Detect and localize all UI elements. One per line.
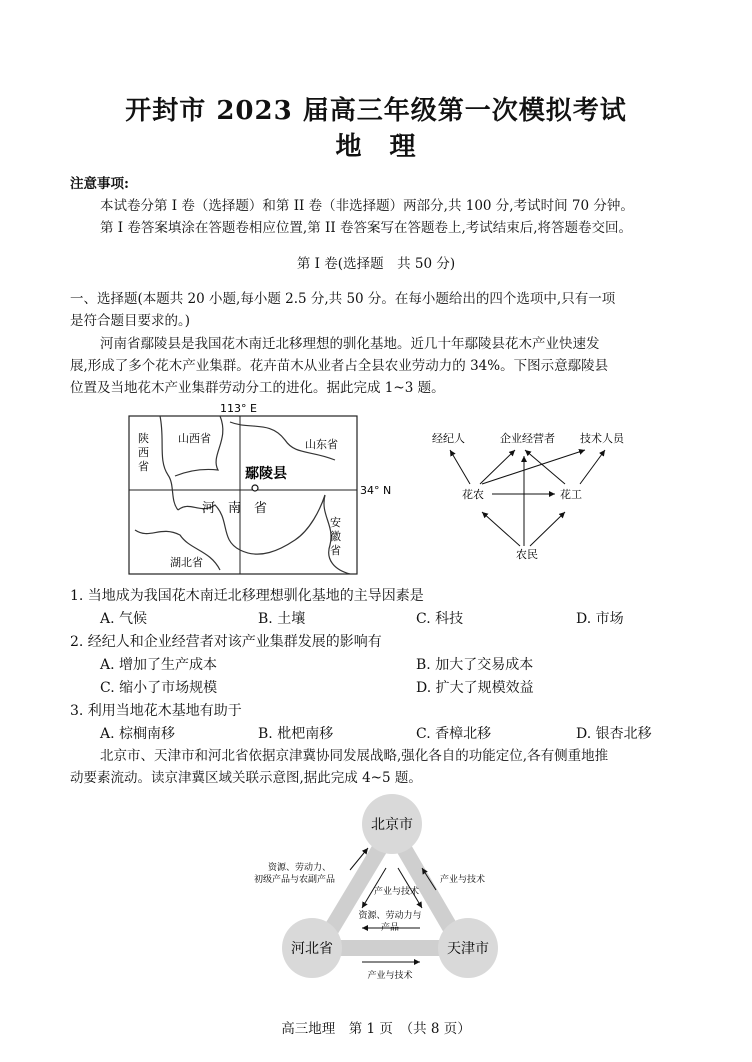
passage1-line-2: 展,形成了多个花木产业集群。花卉苗木从业者占全县农业劳动力的 34%。下图示意鄢陵县 [70,358,609,374]
label-henan: 河 南 省 [202,501,268,516]
section-instruction-1: 一、选择题(本题共 20 小题,每小题 2.5 分,共 50 分。在每小题给出的四个选项中,只有一项 [70,291,616,307]
arrow-worker-technician [580,450,605,484]
flow-technician: 技术人员 [580,432,624,445]
county-marker [252,485,258,491]
q1-option-d[interactable]: D. 市场 [576,611,624,627]
q1-option-b[interactable]: B. 土壤 [258,611,306,627]
label-inner-2: 产品 [380,923,400,933]
q1-option-a[interactable]: A. 气候 [100,611,148,627]
label-tianjin: 天津市 [447,941,489,957]
label-shanxi: 山西省 [178,432,211,445]
passage2-line-2: 动要素流动。读京津冀区域关联示意图,据此完成 4~5 题。 [70,770,422,786]
boundary-shaanxi [160,416,178,510]
passage1-line-3: 位置及当地花木产业集群劳动分工的进化。据此完成 1~3 题。 [70,380,445,396]
q3-option-d[interactable]: D. 银杏北移 [576,726,652,742]
map-latitude-label: 34° N [360,484,392,497]
location-map [120,400,410,580]
label-county: 鄢陵县 [245,466,287,482]
flow-flower-worker: 花工 [560,488,582,501]
part1-heading: 第 I 卷(选择题 共 50 分) [296,256,456,272]
passage2-line-1: 北京市、天津市和河北省依据京津冀协同发展战略,强化各自的功能定位,各有侧重地推 [100,748,609,764]
label-right: 产业与技术 [440,875,486,885]
flow-farmer: 农民 [516,548,538,561]
labor-division-diagram [420,420,660,570]
arrow-farmer-broker [450,450,470,484]
label-diagonal: 产业与技术 [374,887,420,897]
label-anhui-1: 安 [330,516,341,529]
q3-option-a[interactable]: A. 棕榈南移 [100,726,176,742]
arrow-peasant-worker [530,512,565,546]
flow-flower-farmer: 花农 [462,488,484,501]
label-left-2: 初级产品与农副产品 [254,875,336,885]
label-anhui-2: 徽 [330,530,341,543]
q3-option-b[interactable]: B. 枇杷南移 [258,726,334,742]
notice-line-2: 第 I 卷答案填涂在答题卷相应位置,第 II 卷答案写在答题卷上,考试结束后,将答题卷交回。 [100,220,633,236]
label-hebei: 河北省 [291,941,333,957]
q2-option-d[interactable]: D. 扩大了规模效益 [416,680,534,696]
label-inner-1: 资源、劳动力与 [358,911,422,921]
label-shaanxi-1: 陕 [138,432,149,445]
label-bottom: 产业与技术 [367,971,413,981]
q2-option-b[interactable]: B. 加大了交易成本 [416,657,534,673]
notice-line-1: 本试卷分第 I 卷（选择题）和第 II 卷（非选择题）两部分,共 100 分,考试时间 70 分钟。 [100,198,634,214]
arrow-peasant-farmer [482,512,520,546]
section-instruction-2: 是符合题目要求的。) [70,313,191,329]
subject-title: 地 理 [335,132,417,162]
q2-option-c[interactable]: C. 缩小了市场规模 [100,680,218,696]
question-3-stem: 3. 利用当地花木基地有助于 [70,703,242,719]
label-left-1: 资源、劳动力、 [268,863,332,873]
flow-broker: 经纪人 [432,432,465,445]
arrow-worker-entrepreneur [525,450,565,484]
map-longitude-label: 113° E [220,402,257,415]
question-1-stem: 1. 当地成为我国花木南迁北移理想驯化基地的主导因素是 [70,588,424,604]
q1-option-c[interactable]: C. 科技 [416,611,464,627]
boundary-shanxi [175,416,223,476]
label-shaanxi-3: 省 [138,460,149,473]
q3-option-c[interactable]: C. 香樟北移 [416,726,492,742]
jjj-relation-diagram [250,790,510,990]
label-shaanxi-2: 西 [138,446,149,459]
question-2-stem: 2. 经纪人和企业经营者对该产业集群发展的影响有 [70,634,382,650]
label-shandong: 山东省 [305,438,338,451]
label-anhui-3: 省 [330,544,341,557]
flow-entrepreneur: 企业经营者 [500,432,555,445]
exam-title: 开封市 2023 届高三年级第一次模拟考试 [125,96,627,126]
label-hubei: 湖北省 [170,556,203,569]
page-footer: 高三地理 第 1 页 （共 8 页） [281,1021,471,1037]
label-beijing: 北京市 [371,817,413,833]
notice-heading: 注意事项: [70,176,129,192]
q2-option-a[interactable]: A. 增加了生产成本 [100,657,218,673]
passage1-line-1: 河南省鄢陵县是我国花木南迁北移理想的驯化基地。近几十年鄢陵县花木产业快速发 [100,336,600,352]
